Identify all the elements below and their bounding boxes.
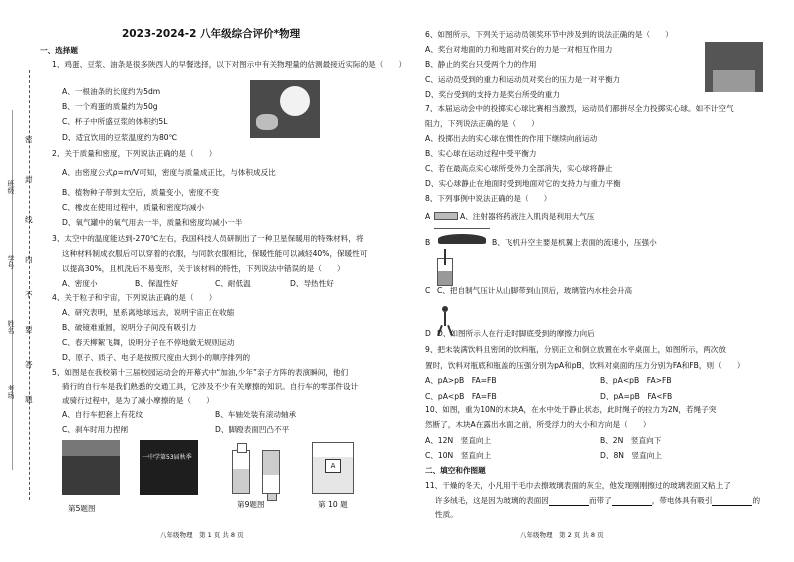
question-8-stem: 8、下列事例中说法正确的是（ ） [425, 194, 552, 203]
option-c: C、pA<pB FA=FB [425, 392, 497, 401]
answer-blank-1[interactable] [549, 497, 589, 506]
figure-label: A [425, 212, 431, 221]
margin-label: 答 [25, 360, 33, 369]
option-b: B、破镜难重圆，说明分子间没有吸引力 [62, 323, 197, 332]
option-c: C、刹车时用力捏闸 [62, 425, 129, 434]
option-d: D、实心球静止在地面时受到地面对它的支持力与重力平衡 [425, 179, 621, 188]
section-heading: 二、填空和作图题 [425, 466, 486, 475]
question-4-stem: 4、关于粒子和宇宙，下列说法正确的是（ ） [52, 293, 217, 302]
option-d: D、8N 竖直向上 [600, 451, 662, 460]
margin-label: 要 [25, 325, 33, 334]
page-footer: 八年级物理 第 2 页 共 8 页 [520, 531, 604, 539]
class-label: 班级 [7, 180, 15, 194]
option-a: A、12N 竖直向上 [425, 436, 492, 445]
option-c: C、运动员受到的重力和运动员对奖台的压力是一对平衡力 [425, 75, 621, 84]
option-b: B、实心球在运动过程中受平衡力 [425, 149, 537, 158]
question-9-line: 9、把未装满饮料且密闭的饮料瓶，分别正立和倒立放置在水平桌面上，如图所示，两次放 [425, 345, 726, 354]
option-b: B、静止的奖台只受两个力的作用 [425, 60, 537, 69]
page-footer: 八年级物理 第 1 页 共 8 页 [160, 531, 244, 539]
option-b: B、pA<pB FA>FB [600, 376, 672, 385]
option-d: D、原子、质子、电子是按照尺度由大到小的顺序排列的 [62, 353, 251, 362]
option-a: A、一根油条的长度约为5dm [62, 87, 161, 96]
page-title: 2023-2024-2 八年级综合评价*物理 [122, 28, 301, 40]
parade-photo [62, 440, 120, 495]
airfoil-figure [434, 226, 490, 244]
question-6-stem: 6、如图所示，下列关于运动员领奖环节中涉及到的说法正确的是（ ） [425, 30, 673, 39]
option-c: C、耐低温 [215, 279, 251, 288]
margin-label: 线 [25, 215, 33, 224]
option-d: D、pA=pB FA<FB [600, 392, 673, 401]
option-d: D、如图所示人在行走时脚底受到的摩擦力向后 [437, 329, 595, 338]
option-d: D、脚蹬表面凹凸不平 [215, 425, 290, 434]
option-a: A、密度小 [62, 279, 98, 288]
option-c: C、橡皮在使用过程中，质量和密度均减小 [62, 203, 204, 212]
option-a: A、研究表明，星系离地球远去，说明宇宙正在收缩 [62, 308, 235, 317]
student-id-label: 学号 [7, 255, 15, 269]
option-c: C、把自制气压计从山脚带到山顶后，玻璃管内水柱会升高 [437, 286, 633, 295]
option-b: B、飞机升空主要是机翼上表面的流速小，压强小 [492, 238, 657, 247]
bottle-upright-figure [232, 450, 250, 494]
margin-label: 内 [25, 255, 33, 264]
question-9-line: 置时，饮料对瓶底和瓶盖的压强分别为pA和pB，饮料对桌面的压力分别为FA和FB，则（ ） [425, 361, 745, 370]
option-c: C、若在最高点实心球所受外力全部消失，实心球将静止 [425, 164, 613, 173]
question-7-line: 阻力，下列说法正确的是（ ） [425, 119, 539, 128]
q11-text: 的 [752, 496, 761, 505]
figure-caption: 第5题图 [68, 504, 96, 513]
option-d: D、适宜饮用的豆浆温度约为80℃ [62, 133, 178, 142]
question-3-line: 3、太空中的温度能达到-270℃左右，我国科技人员研制出了一种卫星保暖用的特殊材料，将 [52, 234, 364, 243]
question-2-stem: 2、关于质量和密度，下列说法正确的是（ ） [52, 149, 217, 158]
breakfast-photo [250, 80, 320, 138]
answer-blank-3[interactable] [712, 497, 752, 506]
question-11-line [435, 496, 760, 506]
question-3-line: 以提高30%，且机洗后不易变形，关于该材料的特性，下列说法中错误的是（ ） [62, 264, 345, 273]
margin-label: 不 [25, 290, 33, 299]
margin-label: 封 [25, 175, 33, 184]
figure-caption: 第9题图 [237, 500, 265, 509]
option-b: B、一个鸡蛋的质量约为50g [62, 102, 158, 111]
question-10-line: 然断了，木块A在露出水面之前，所受浮力的大小和方向是（ ） [425, 420, 651, 429]
option-a: A、由密度公式ρ=m/V可知，密度与质量成正比，与体积成反比 [62, 168, 276, 177]
figure-label: D [425, 329, 431, 338]
syringe-figure [434, 212, 458, 220]
option-b: B、2N 竖直向下 [600, 436, 662, 445]
option-a: A、注射器将药液注入肌肉是利用大气压 [460, 212, 595, 221]
question-11-line: 11、干燥的冬天，小凡用干毛巾去擦玻璃表面的灰尘，他发现刚刚擦过的玻璃表面又粘上了 [425, 481, 731, 490]
section-heading: 一、选择题 [40, 46, 78, 55]
question-5-line: 5、如图是在我校第十三届校园运动会的开幕式中“加油,少年”亲子方阵的表演瞬间，他们 [52, 368, 349, 377]
margin-label: 密 [25, 135, 33, 144]
parade-banner-photo: 一中学第53届秋季 [140, 440, 198, 495]
exam-room-label: 考场 [7, 385, 15, 399]
option-a: A、奖台对地面的力和地面对奖台的力是一对相互作用力 [425, 45, 613, 54]
option-a: A、投掷出去的实心球在惯性的作用下继续向前运动 [425, 134, 598, 143]
question-3-line: 这种材料制成衣服后可以穿着的衣服，与同款衣服相比，保暖性能可以减轻40%，保暖性可 [62, 249, 368, 258]
figure-label: B [425, 238, 431, 247]
q11-text: 而带了 [588, 496, 612, 505]
option-c: C、春天柳絮飞舞，说明分子在不停地做无规则运动 [62, 338, 235, 347]
option-b: B、植物种子带到太空后，质量变小，密度不变 [62, 188, 220, 197]
beaker-figure: A [312, 442, 354, 494]
figure-caption: 第 10 题 [318, 500, 348, 509]
question-11-line: 性质。 [435, 510, 458, 519]
question-5-line: 或骑行过程中，是为了减小摩擦的是（ ） [62, 396, 214, 405]
question-10-line: 10、如图，重为10N的木块A，在水中处于静止状态，此时绳子的拉力为2N，若绳子突 [425, 405, 717, 414]
option-b: B、车轴处装有滚动轴承 [215, 410, 297, 419]
question-1-stem: 1、鸡蛋、豆浆、油条是很多陕西人的早餐选择，以下对图示中有关物理量的估测最接近实际的是（ ） [52, 60, 407, 69]
question-5-line: 骑行的自行车是我们熟悉的交通工具，它涉及不少有关摩擦的知识。自行车的零部件设计 [62, 382, 359, 391]
option-c: C、10N 竖直向上 [425, 451, 492, 460]
binding-line-outer [12, 110, 13, 470]
bottle-inverted-figure [262, 450, 280, 494]
option-b: B、保温性好 [135, 279, 179, 288]
option-d: D、导热性好 [290, 279, 334, 288]
option-a: A、自行车把套上有花纹 [62, 410, 144, 419]
option-d: D、氧气罐中的氧气用去一半，质量和密度均减小一半 [62, 218, 243, 227]
figure-label: C [425, 286, 431, 295]
option-c: C、杯子中所盛豆浆的体积约5L [62, 117, 168, 126]
podium-photo [705, 42, 763, 92]
barometer-figure [437, 258, 453, 286]
name-label: 姓名 [7, 320, 15, 334]
option-d: D、奖台受到的支持力是奖台所受的重力 [425, 90, 560, 99]
margin-label: 题 [25, 395, 33, 404]
q11-text: ，带电体具有吸引 [651, 496, 713, 505]
answer-blank-2[interactable] [612, 497, 652, 506]
q11-text: 许多绒毛，这是因为玻璃的表面因 [435, 496, 549, 505]
option-a: A、pA>pB FA=FB [425, 376, 497, 385]
question-7-line: 7、本届运动会中的投掷实心球比赛相当激烈，运动员们都拼尽全力投掷实心球。如不计空气 [425, 104, 734, 113]
